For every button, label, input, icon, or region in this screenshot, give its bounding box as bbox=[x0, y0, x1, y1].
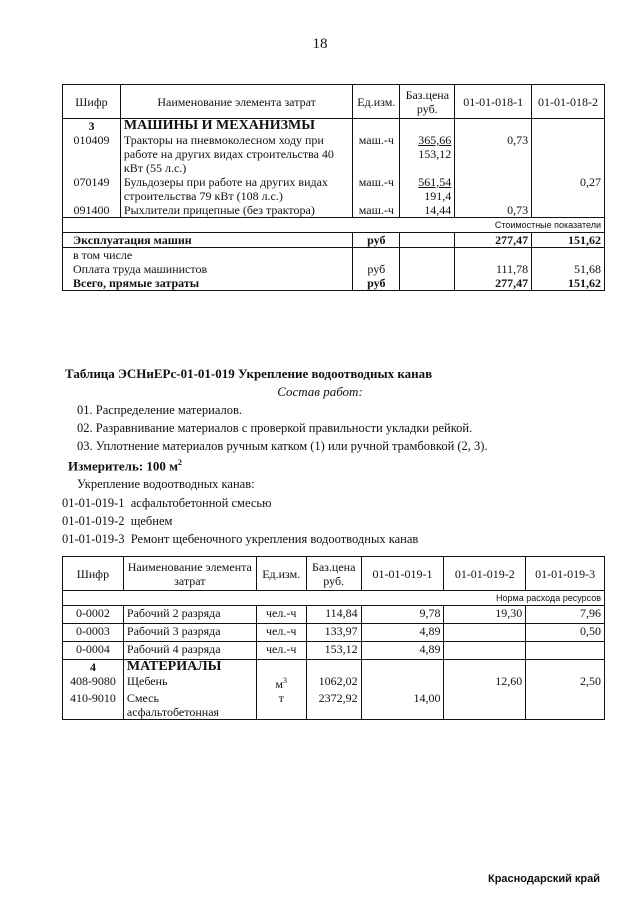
header-unit: Ед.изм. bbox=[353, 85, 400, 119]
meter-label: Измеритель: 100 $м^2$ bbox=[68, 458, 183, 474]
header-price: Баз.цена руб. bbox=[306, 557, 361, 591]
table-row: 070149 Бульдозеры при работе на других видах строительства 79 кВт (108 л.с.) маш.-ч 561,54 191,4 0,27 bbox=[63, 175, 605, 203]
summary-row: Всего, прямые затраты руб 277,47 151,62 bbox=[63, 276, 605, 291]
work-item: 02. Разравнивание материалов с проверкой правильности укладки рейкой. bbox=[77, 421, 473, 435]
table-row: 0-0004 Рабочий 4 разряда чел.-ч 153,12 4,89 bbox=[63, 642, 605, 660]
table-row: 010409 Тракторы на пневмоколесном ходу при работе на других видах строительства 40 кВт (55 л.с.) маш.-ч 365,66 153,12 0,73 bbox=[63, 133, 605, 175]
cost-label: Стоимостные показатели bbox=[63, 218, 605, 233]
variant-item: 01-01-019-2 щебнем bbox=[62, 514, 173, 528]
header-col3: 01-01-019-3 bbox=[526, 557, 605, 591]
summary-row: в том числе bbox=[63, 248, 605, 263]
header-name: Наименование элемента затрат bbox=[123, 557, 256, 591]
header-col2: 01-01-019-2 bbox=[444, 557, 526, 591]
header-unit: Ед.изм. bbox=[256, 557, 306, 591]
section-number: 4 bbox=[63, 660, 124, 675]
table-row: 410-9010 Смесь асфальтобетонная т 2372,92 14,00 bbox=[63, 691, 605, 720]
header-name: Наименование элемента затрат bbox=[120, 85, 352, 119]
variant-item: 01-01-019-3 Ремонт щебеночного укрепления водоотводных канав bbox=[62, 532, 419, 546]
footer-region: Краснодарский край bbox=[487, 873, 600, 885]
resources-table bbox=[62, 556, 605, 720]
work-item: 01. Распределение материалов. bbox=[77, 403, 243, 417]
machines-table bbox=[62, 84, 605, 291]
sub-heading: Укрепление водоотводных канав: bbox=[77, 477, 255, 491]
summary-row: Эксплуатация машин руб 277,47 151,62 bbox=[63, 233, 605, 248]
header-col1: 01-01-019-1 bbox=[361, 557, 444, 591]
header-code: Шифр bbox=[63, 85, 121, 119]
variant-item: 01-01-019-1 асфальтобетонной смесью bbox=[62, 496, 272, 510]
table-row: 091400 Рыхлители прицепные (без трактора) маш.-ч 14,44 0,73 bbox=[63, 203, 605, 218]
section-title: МАШИНЫ И МЕХАНИЗМЫ bbox=[120, 119, 352, 134]
section-title: МАТЕРИАЛЫ bbox=[123, 660, 256, 675]
norm-label: Норма расхода ресурсов bbox=[63, 591, 605, 606]
summary-row: Оплата труда машинистов руб 111,78 51,68 bbox=[63, 262, 605, 276]
table-row: 408-9080 Щебень $м^3$ 1062,02 12,60 2,50 bbox=[63, 674, 605, 691]
page-number: 18 bbox=[312, 36, 328, 52]
section-title: Таблица ЭСНиЕРс-01-01-019 Укрепление водоотводных канав bbox=[65, 366, 433, 381]
table-row: 0-0003 Рабочий 3 разряда чел.-ч 133,97 4,89 0,50 bbox=[63, 624, 605, 642]
header-code: Шифр bbox=[63, 557, 124, 591]
header-col2: 01-01-018-2 bbox=[532, 85, 605, 119]
table-row: 0-0002 Рабочий 2 разряда чел.-ч 114,84 9,78 19,30 7,96 bbox=[63, 606, 605, 624]
header-col1: 01-01-018-1 bbox=[455, 85, 532, 119]
header-price: Баз.цена руб. bbox=[400, 85, 455, 119]
work-item: 03. Уплотнение материалов ручным катком (1) или ручной трамбовкой (2, 3). bbox=[77, 439, 488, 453]
section-number: 3 bbox=[63, 119, 121, 134]
works-heading: Состав работ: bbox=[277, 384, 363, 399]
